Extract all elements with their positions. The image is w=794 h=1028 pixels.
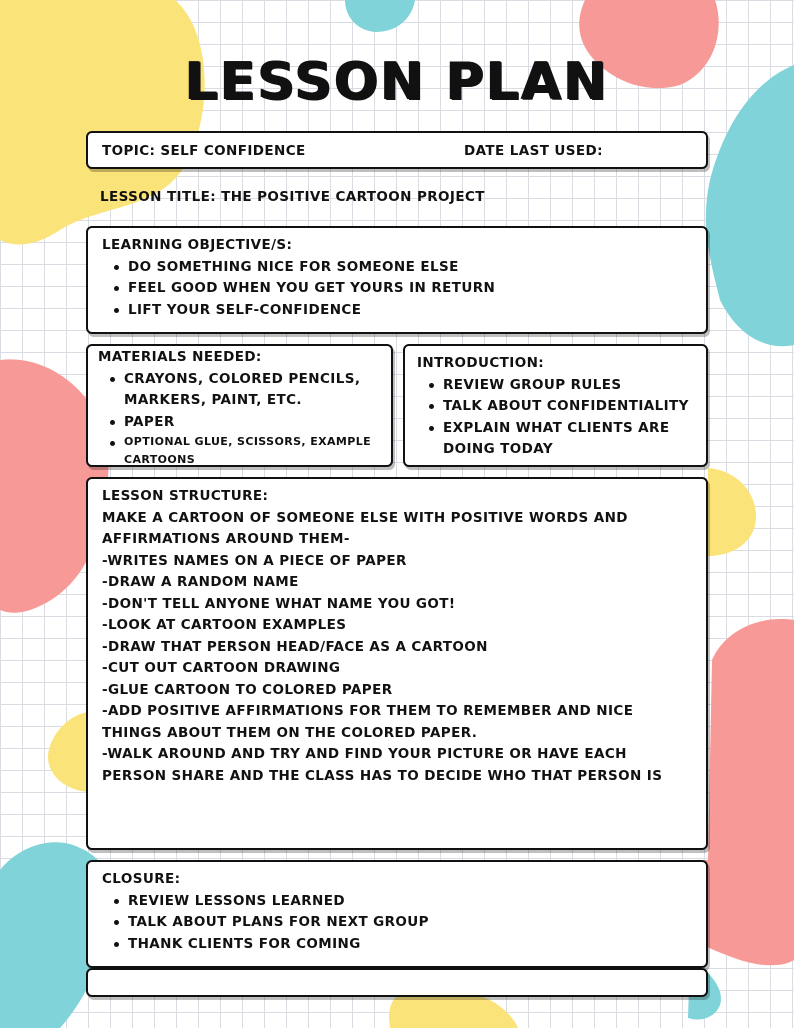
structure-step: -GLUE CARTOON TO COLORED PAPER (102, 681, 393, 698)
introduction-list (417, 375, 692, 461)
closure-list (102, 891, 706, 956)
structure-step: -DRAW THAT PERSON HEAD/FACE AS A CARTOON (102, 638, 488, 655)
objectives-heading: LEARNING OBJECTIVE/S: (102, 237, 293, 253)
materials-heading: MATERIALS NEEDED: (98, 349, 262, 365)
structure-step: -DON'T TELL ANYONE WHAT NAME YOU GOT! (102, 595, 456, 612)
structure-intro: MAKE A CARTOON OF SOMEONE ELSE WITH POSITIVE WORDS AND AFFIRMATIONS AROUND THEM- (102, 509, 628, 547)
list-item: CRAYONS, COLORED PENCILS, MARKERS, PAINT, ETC. (124, 369, 377, 412)
structure-step: -WALK AROUND AND TRY AND FIND YOUR PICTURE OR HAVE EACH PERSON SHARE AND THE CLASS HAS TO DECIDE WHO THAT PERSON IS (102, 746, 663, 784)
objectives-list (102, 257, 706, 322)
list-item: PAPER (124, 412, 377, 434)
list-item: TALK ABOUT PLANS FOR NEXT GROUP (128, 912, 706, 934)
structure-step: -DRAW A RANDOM NAME (102, 574, 299, 590)
list-item: REVIEW LESSONS LEARNED (128, 891, 706, 913)
structure-step: -CUT OUT CARTOON DRAWING (102, 660, 341, 676)
list-item: FEEL GOOD WHEN YOU GET YOURS IN RETURN (128, 278, 706, 300)
structure-step: -WRITES NAMES ON A PIECE OF PAPER (102, 552, 407, 569)
list-item: DO SOMETHING NICE FOR SOMEONE ELSE (128, 257, 706, 279)
lesson-structure-box (86, 477, 708, 850)
objectives-box (86, 226, 708, 334)
teal-blob-top (345, 0, 415, 32)
list-item: OPTIONAL GLUE, SCISSORS, EXAMPLE CARTOONS (124, 433, 377, 469)
yellow-blob-bottom (389, 992, 518, 1028)
empty-notes-box (86, 968, 708, 997)
structure-step: -LOOK AT CARTOON EXAMPLES (102, 617, 347, 633)
list-item: EXPLAIN WHAT CLIENTS ARE DOING TODAY (443, 418, 692, 461)
lesson-title: LESSON TITLE: THE POSITIVE CARTOON PROJECT (100, 189, 485, 205)
introduction-box (403, 344, 708, 467)
list-item: THANK CLIENTS FOR COMING (128, 934, 706, 956)
closure-heading: CLOSURE: (102, 871, 181, 887)
yellow-blob-left-low (48, 712, 88, 792)
yellow-blob-right-mid (708, 468, 756, 556)
list-item: TALK ABOUT CONFIDENTIALITY (443, 396, 692, 418)
date-last-used-label: DATE LAST USED: (464, 143, 603, 159)
closure-box (86, 860, 708, 968)
page-title: LESSON PLAN (184, 52, 610, 112)
topic-label: TOPIC: SELF CONFIDENCE (102, 143, 306, 159)
structure-step: -ADD POSITIVE AFFIRMATIONS FOR THEM TO REMEMBER AND NICE THINGS ABOUT THEM ON THE COLORED PAPER. (102, 703, 634, 741)
topic-box (86, 131, 708, 169)
materials-list (98, 369, 377, 470)
materials-box (86, 344, 393, 467)
introduction-heading: INTRODUCTION: (417, 355, 545, 371)
list-item: REVIEW GROUP RULES (443, 375, 692, 397)
structure-heading: LESSON STRUCTURE: (102, 488, 269, 504)
list-item: LIFT YOUR SELF-CONFIDENCE (128, 300, 706, 322)
